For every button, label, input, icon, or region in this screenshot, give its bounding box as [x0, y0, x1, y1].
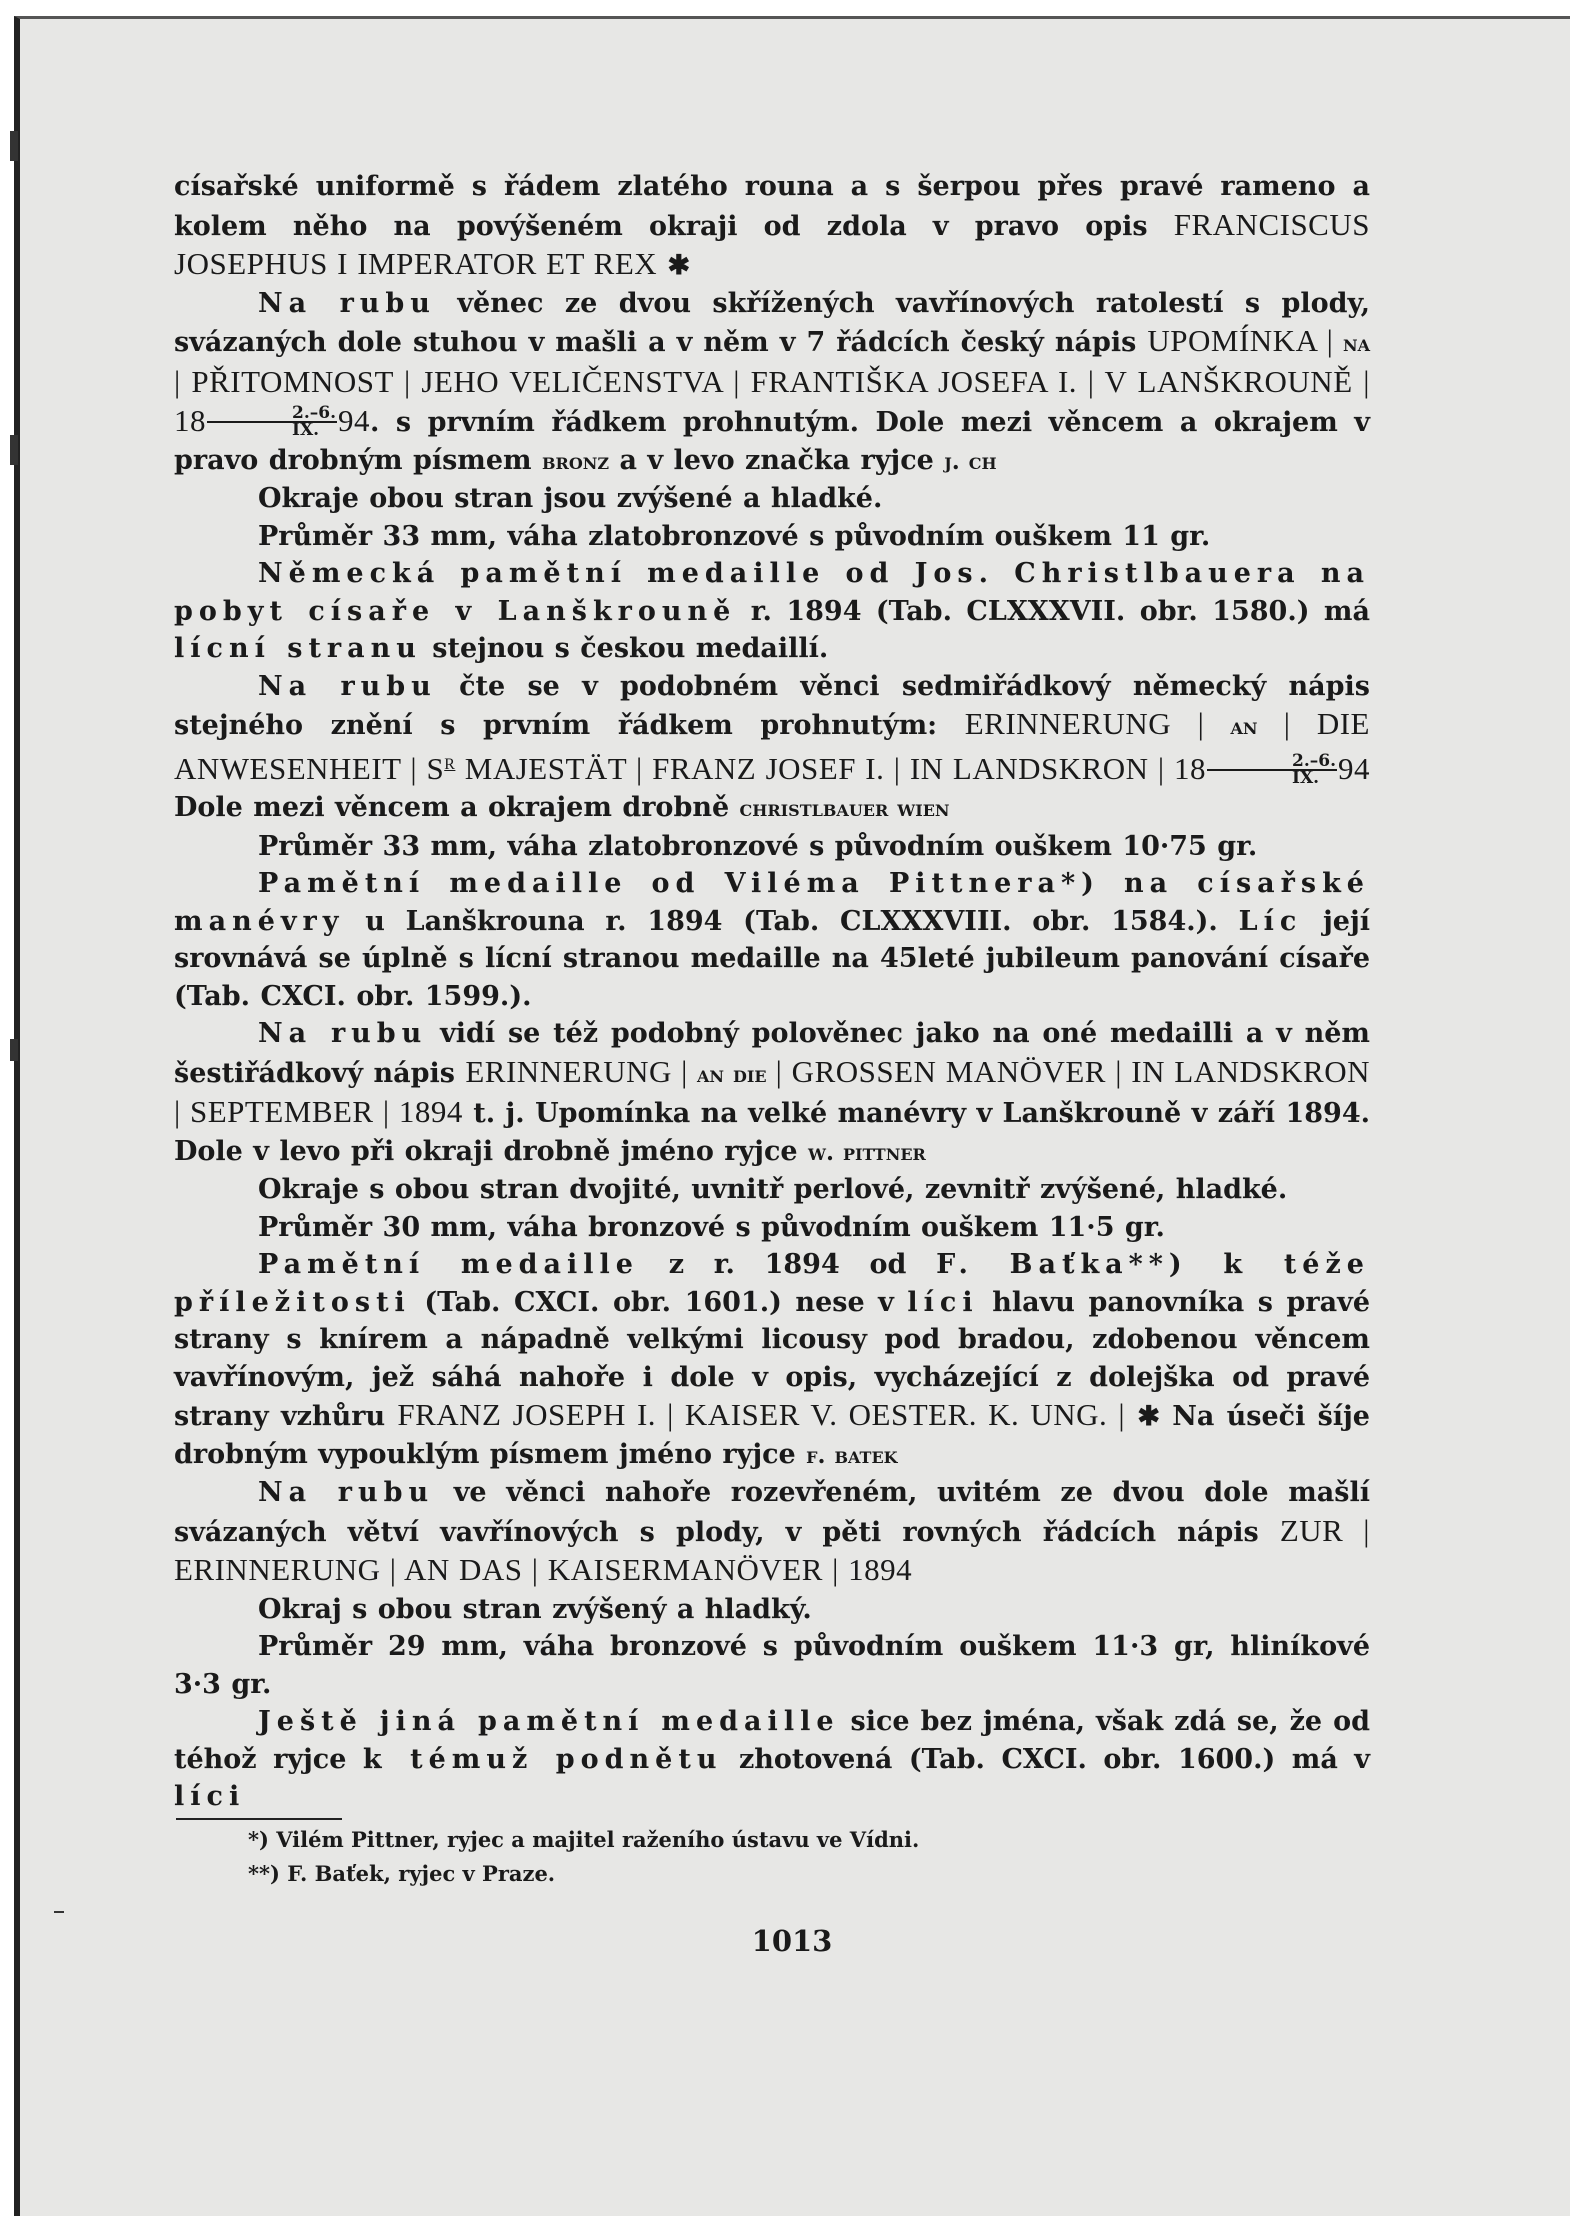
small-caps-text: an die — [687, 1060, 776, 1088]
scan-edge-mark — [10, 131, 18, 161]
text-run: sice bez jména, však zdá se, že od téhož ryjce — [174, 1706, 1371, 1775]
text-run: její srovnává se úplně s lícní stranou medaille na 45leté jubileum panování císaře (Tab. CXCI. obr. 1599.). — [174, 905, 1370, 1012]
inscription-text: MAJESTÄT | FRANZ JOSEF I. | IN LANDSKRON | 18 — [455, 750, 1206, 786]
small-caps-text: an — [1204, 713, 1284, 740]
spaced-emphasis: Na rubu — [258, 670, 437, 702]
text-run: a v levo značka ryjce — [609, 444, 945, 476]
paragraph-p6 — [174, 668, 1370, 828]
text-run: Průměr 30 mm, váha bronzové s původním ouškem 11·5 gr. — [258, 1211, 1165, 1243]
text-run: ve věnci nahoře rozevřeném, uvitém ze dvou dole mašlí svázaných větví vavřínových s plody, v pěti rovných řádcích nápis — [174, 1477, 1370, 1548]
text-run: ✱ — [657, 250, 691, 281]
paragraph-p2 — [174, 285, 1370, 481]
text-run: z r. 1894 od — [638, 1249, 937, 1280]
text-run: . s prvním řádkem prohnutým. Dole mezi věncem a okrajem v pravo drobným písmem — [174, 407, 1370, 476]
text-run: Průměr 29 mm, váha bronzové s původním ouškem 11·3 gr, hliníkové 3·3 gr. — [174, 1631, 1370, 1700]
text-run: u Lanškrouna r. 1894 (Tab. CLXXXVIII. obr. 1584.). — [344, 905, 1239, 937]
text-run: věnec ze dvou skřížených vavřínových ratolestí s plody, svázaných dole stuhou v mašli a v něm v 7 řádcích český nápis — [174, 287, 1370, 358]
spaced-emphasis: Na rubu — [258, 1018, 428, 1049]
inscription-text: FRANZ JOSEPH I. | KAISER V. OESTER. K. UNG. | — [397, 1397, 1126, 1432]
text-run: hlavu panovníka s pravé strany s knírem a nápadně velkými licousy pod bradou, zdobenou věncem vavřínovým, jež sáhá nahoře i dole v opis, vycházející z dolejška od pravé strany vzhůru — [174, 1286, 1370, 1432]
body-text — [174, 168, 1370, 1816]
paragraph-p14 — [174, 1591, 1370, 1629]
date-fraction — [207, 403, 337, 440]
text-run: (Tab. CXCI. obr. 1601.) nese v — [410, 1286, 908, 1318]
scan-edge-mark — [10, 1039, 18, 1061]
text-run: Okraje s obou stran dvojité, uvnitř perlové, zevnitř zvýšené, hladké. — [258, 1174, 1288, 1205]
spaced-emphasis: k témuž podnětu — [362, 1743, 723, 1775]
inscription-text: ZUR | ERINNERUNG | AN DAS | KAISERMANÖVER | 1894 — [174, 1512, 1370, 1587]
spaced-emphasis: lícní stranu — [174, 633, 422, 664]
fraction-denominator: IX. — [292, 420, 320, 440]
small-caps-text: na — [1333, 330, 1371, 357]
paragraph-p4 — [174, 518, 1370, 556]
inscription-text: ERINNERUNG | — [964, 706, 1205, 741]
page-number: 1013 — [751, 1924, 833, 1958]
inscription-text: | PŘITOMNOST | JEHO VELIČENSTVA | FRANTIŠKA JOSEFA I. | V LANŠKROUNĚ | 18 — [174, 363, 1370, 438]
paragraph-p10 — [174, 1171, 1370, 1209]
text-run: t. j. Upomínka na velké manévry v Lanškrouně v září 1894. Dole v levo při okraji drobně jméno ryjce — [174, 1098, 1371, 1167]
date-fraction — [1207, 750, 1337, 788]
spaced-emphasis: Pamětní medaille — [258, 1249, 639, 1280]
inscription-text: FRANCISCUS JOSEPHUS I IMPERATOR ET REX — [174, 206, 1370, 281]
spaced-emphasis: Pamětní medaille od Viléma Pittnera*) na císařské manévry — [174, 868, 1370, 937]
small-caps-text: christlbauer wien — [739, 795, 950, 822]
spaced-emphasis: Na rubu — [258, 287, 436, 319]
small-caps-text: f. batek — [806, 1441, 898, 1469]
inscription-text: | GROSSEN MANÖVER | IN LANDSKRON | SEPTEMBER | 1894 — [174, 1053, 1370, 1129]
inscription-text: 94 — [1338, 750, 1370, 786]
superscript: R — [444, 755, 456, 773]
text-run: císařské uniformě s řádem zlatého rouna a s šerpou přes pravé rameno a kolem něho na povýšeném okraji od zdola v pravo opis — [174, 171, 1370, 242]
footnote-1: *) Vilém Pittner, ryjec a majitel raženího ústavu ve Vídni. — [248, 1827, 920, 1852]
spaced-emphasis: Ještě jiná pamětní medaille — [258, 1706, 840, 1737]
text-run: Okraj s obou stran zvýšený a hladký. — [258, 1593, 812, 1625]
spaced-emphasis: Líc — [1238, 905, 1303, 937]
text-run: čte se v podobném věnci sedmiřádkový německý nápis stejného znění s prvním řádkem prohnutým: — [174, 670, 1370, 741]
paragraph-p3 — [174, 480, 1370, 518]
paragraph-p16 — [174, 1703, 1370, 1816]
inscription-text: | DIE ANWESENHEIT | S — [174, 706, 1370, 786]
paragraph-p5 — [174, 555, 1370, 668]
scan-edge-mark — [10, 435, 18, 465]
paragraph-p8 — [174, 865, 1370, 1015]
fraction-denominator: IX. — [1292, 767, 1320, 788]
text-run: r. 1894 (Tab. CLXXXVII. obr. 1580.) má — [736, 595, 1370, 627]
spaced-emphasis: líci — [907, 1286, 979, 1318]
paragraph-p11 — [174, 1209, 1370, 1247]
text-run: Okraje obou stran jsou zvýšené a hladké. — [258, 483, 883, 514]
text-run: zhotovená (Tab. CXCI. obr. 1600.) má v — [722, 1743, 1370, 1775]
spaced-emphasis: Na rubu — [258, 1477, 435, 1508]
text-run: Průměr 33 mm, váha zlatobronzové s původním ouškem 10·75 gr. — [258, 830, 1258, 862]
text-run: Dole mezi věncem a okrajem drobně — [174, 792, 740, 823]
paragraph-p15 — [174, 1628, 1370, 1703]
scan-edge-mark — [54, 1911, 64, 1913]
small-caps-text: w. pittner — [807, 1138, 926, 1166]
text-run: Průměr 33 mm, váha zlatobronzové s původním ouškem 11 gr. — [258, 520, 1211, 552]
paragraph-p9 — [174, 1015, 1370, 1171]
spaced-emphasis: Německá pamětní medaille od Jos. Christlbauera na pobyt císaře v Lanškrouně — [174, 558, 1370, 627]
inscription-text: ERINNERUNG | — [465, 1053, 688, 1089]
paragraph-p1 — [174, 168, 1370, 285]
small-caps-text: bronz — [542, 447, 610, 475]
spaced-emphasis: líci — [174, 1781, 246, 1812]
text-run: ✱ Na úseči šíje drobným vypouklým písmem jméno ryjce — [174, 1401, 1370, 1470]
fraction-numerator: 2.–6. — [1207, 754, 1337, 771]
inscription-text: UPOMÍNKA | — [1147, 323, 1334, 358]
small-caps-text: j. ch — [944, 447, 997, 475]
footnote-2: **) F. Baťek, ryjec v Praze. — [248, 1861, 556, 1886]
paragraph-p13 — [174, 1474, 1370, 1591]
spaced-emphasis: F. Baťka**) k téže příležitosti — [174, 1249, 1370, 1318]
inscription-text: 94 — [338, 403, 370, 438]
footnote-rule — [176, 1818, 342, 1820]
paragraph-p12 — [174, 1246, 1370, 1474]
text-run: vidí se též podobný polověnec jako na oné medailli a v něm šestiřádkový nápis — [174, 1018, 1370, 1089]
fraction-numerator: 2.–6. — [207, 406, 337, 423]
text-run: stejnou s českou medaillí. — [421, 633, 829, 664]
paragraph-p7 — [174, 828, 1370, 866]
